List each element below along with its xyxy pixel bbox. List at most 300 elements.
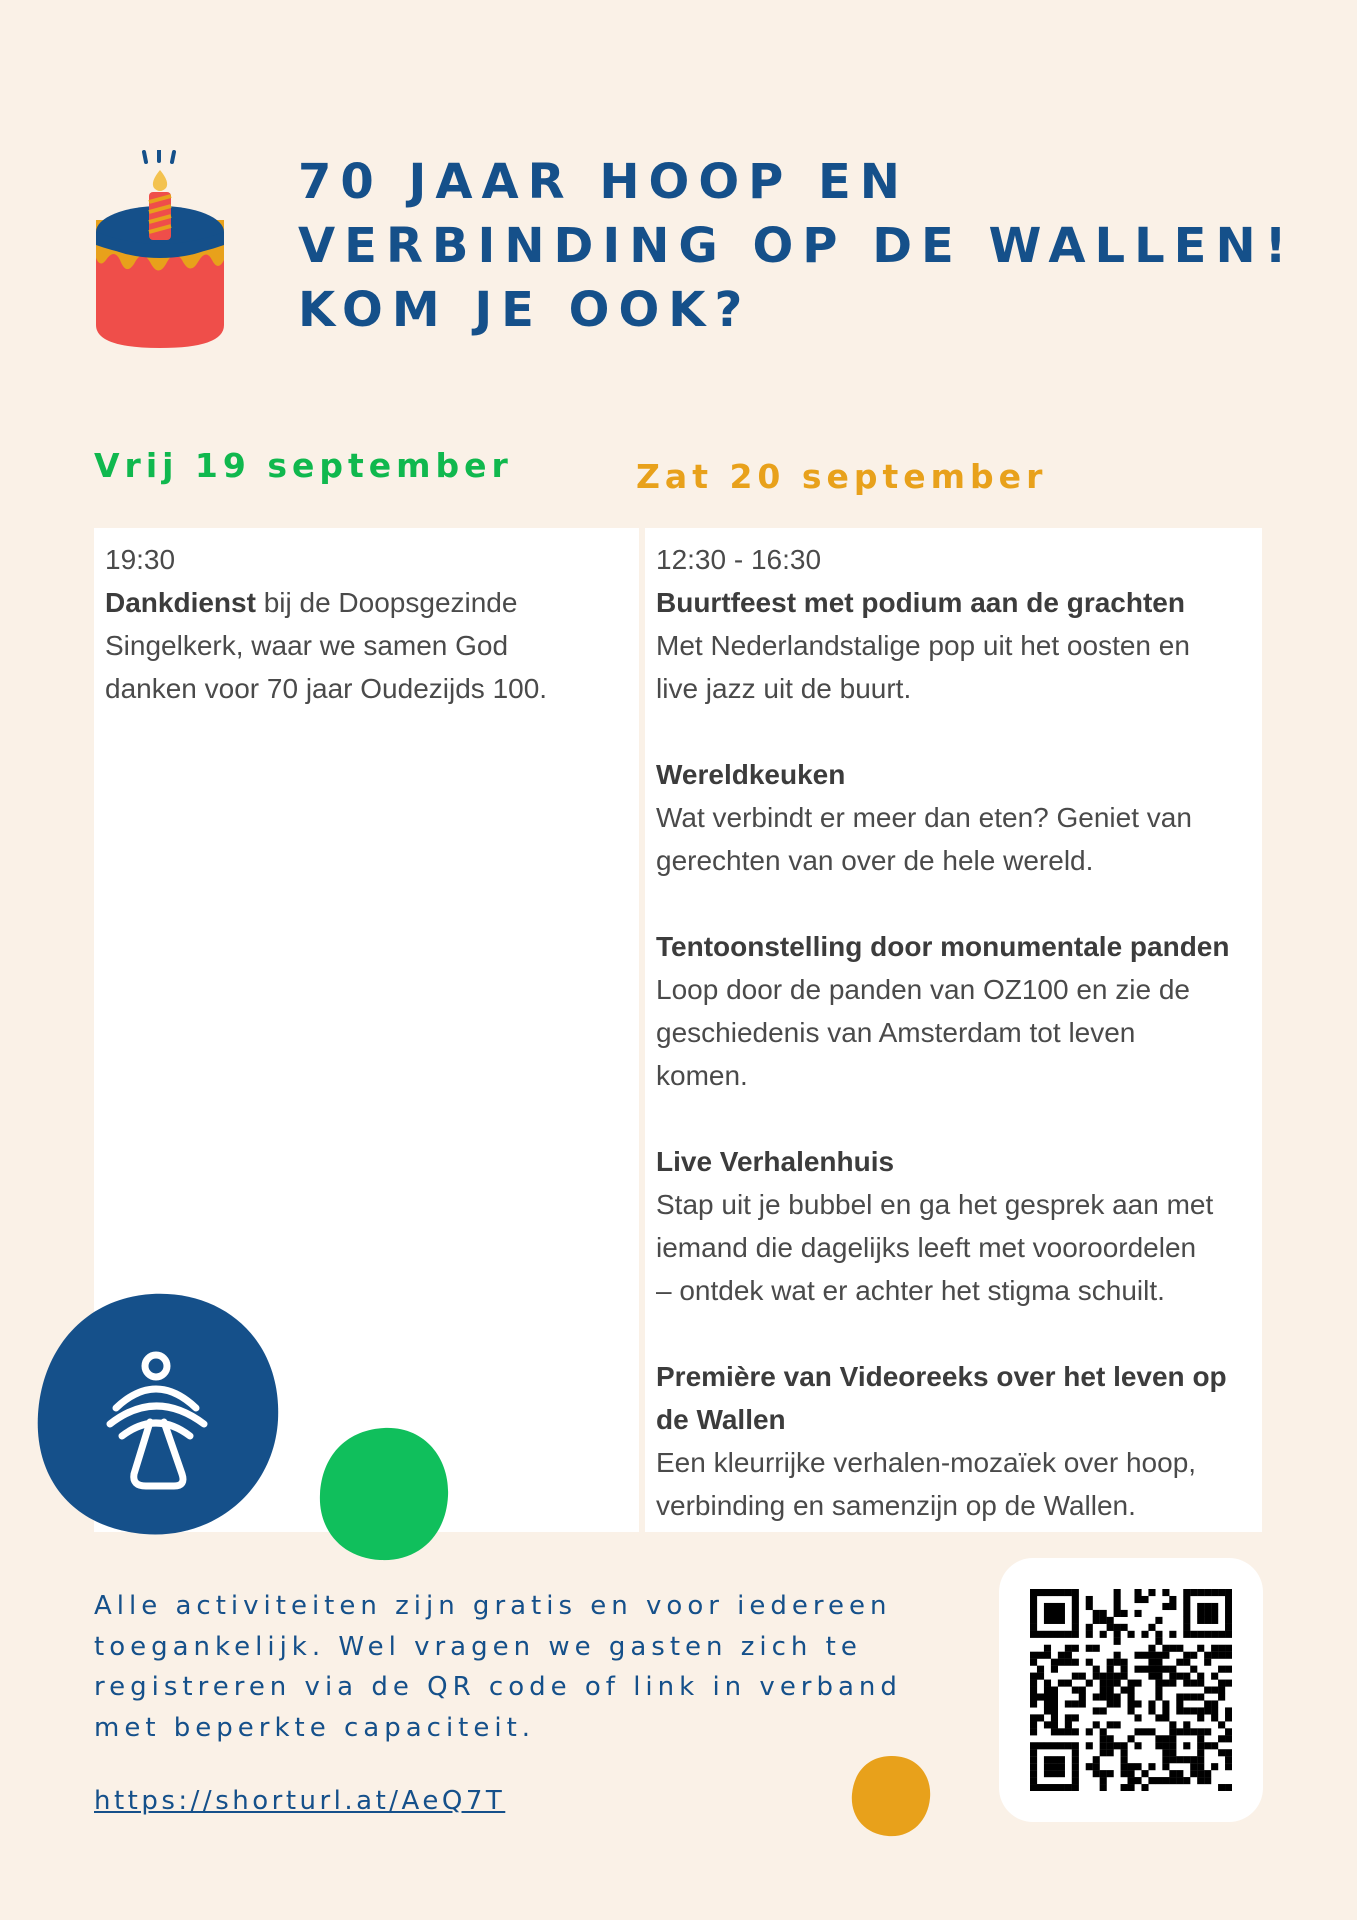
qr-module <box>1121 1687 1128 1694</box>
event-title <box>656 1398 1252 1441</box>
friday-event <box>105 581 629 624</box>
qr-module <box>1072 1673 1079 1680</box>
qr-module <box>1030 1756 1037 1763</box>
qr-module <box>1086 1596 1093 1603</box>
qr-module <box>1204 1770 1211 1777</box>
qr-module <box>1183 1610 1190 1617</box>
qr-module <box>1058 1763 1065 1770</box>
qr-module <box>1100 1742 1107 1749</box>
qr-module <box>1225 1631 1232 1638</box>
qr-module <box>1086 1631 1093 1638</box>
qr-module <box>1162 1749 1169 1756</box>
qr-module <box>1051 1603 1058 1610</box>
qr-module <box>1072 1603 1079 1610</box>
qr-module <box>1030 1617 1037 1624</box>
qr-module <box>1134 1714 1141 1721</box>
qr-module <box>1169 1645 1176 1652</box>
qr-module <box>1134 1596 1141 1603</box>
friday-event-text-2: Singelkerk, waar we samen God <box>105 630 509 661</box>
qr-module <box>1225 1666 1232 1673</box>
qr-module <box>1121 1763 1128 1770</box>
qr-module <box>1093 1693 1100 1700</box>
qr-module <box>1100 1728 1107 1735</box>
qr-module <box>1128 1700 1135 1707</box>
qr-module <box>1079 1693 1086 1700</box>
qr-module <box>1190 1631 1197 1638</box>
qr-module <box>1114 1610 1121 1617</box>
qr-module <box>1176 1777 1183 1784</box>
qr-module <box>1134 1610 1141 1617</box>
qr-module <box>1225 1707 1232 1714</box>
qr-module <box>1044 1687 1051 1694</box>
qr-module <box>1211 1652 1218 1659</box>
qr-module <box>1065 1652 1072 1659</box>
friday-event-title: Dankdienst <box>105 587 256 618</box>
qr-module <box>1058 1603 1065 1610</box>
qr-module <box>1037 1742 1044 1749</box>
qr-module <box>1086 1680 1093 1687</box>
qr-module <box>1051 1687 1058 1694</box>
qr-module <box>1044 1610 1051 1617</box>
qr-module <box>1204 1631 1211 1638</box>
qr-module <box>1121 1742 1128 1749</box>
qr-module <box>1169 1735 1176 1742</box>
qr-module <box>1155 1659 1162 1666</box>
qr-module <box>1134 1763 1141 1770</box>
qr-module <box>1114 1659 1121 1666</box>
qr-module <box>1121 1756 1128 1763</box>
qr-module <box>1128 1735 1135 1742</box>
event-title <box>656 753 1252 796</box>
qr-module <box>1051 1693 1058 1700</box>
qr-module <box>1030 1659 1037 1666</box>
qr-module <box>1141 1728 1148 1735</box>
qr-module <box>1065 1700 1072 1707</box>
qr-module <box>1072 1749 1079 1756</box>
qr-module <box>1100 1687 1107 1694</box>
registration-link[interactable]: https://shorturl.at/AeQ7T <box>94 1786 506 1816</box>
qr-module <box>1134 1652 1141 1659</box>
qr-module <box>1176 1693 1183 1700</box>
qr-module <box>1044 1707 1051 1714</box>
qr-module <box>1100 1680 1107 1687</box>
qr-module <box>1107 1617 1114 1624</box>
qr-module <box>1162 1652 1169 1659</box>
qr-module <box>1044 1784 1051 1791</box>
qr-module <box>1058 1617 1065 1624</box>
qr-module <box>1030 1784 1037 1791</box>
qr-module <box>1190 1589 1197 1596</box>
saturday-program <box>645 528 1262 1532</box>
qr-module <box>1072 1659 1079 1666</box>
qr-module <box>1086 1624 1093 1631</box>
qr-module <box>1183 1721 1190 1728</box>
qr-module <box>1030 1673 1037 1680</box>
qr-module <box>1218 1680 1225 1687</box>
qr-module <box>1058 1659 1065 1666</box>
qr-module <box>1155 1735 1162 1742</box>
qr-module <box>1204 1777 1211 1784</box>
spacer <box>656 1312 1252 1355</box>
qr-module <box>1218 1749 1225 1756</box>
qr-module <box>1065 1589 1072 1596</box>
qr-module <box>1065 1784 1072 1791</box>
qr-module <box>1176 1645 1183 1652</box>
qr-module <box>1190 1728 1197 1735</box>
qr-module <box>1121 1624 1128 1631</box>
qr-module <box>1128 1763 1135 1770</box>
qr-module <box>1044 1770 1051 1777</box>
angel-logo-icon <box>34 1290 284 1540</box>
qr-module <box>1204 1728 1211 1735</box>
qr-module <box>1134 1777 1141 1784</box>
qr-module <box>1225 1763 1232 1770</box>
qr-module <box>1197 1728 1204 1735</box>
qr-module <box>1162 1700 1169 1707</box>
qr-module <box>1197 1680 1204 1687</box>
qr-module <box>1197 1770 1204 1777</box>
qr-module <box>1051 1617 1058 1624</box>
qr-module <box>1030 1700 1037 1707</box>
qr-module <box>1065 1728 1072 1735</box>
qr-module <box>1134 1700 1141 1707</box>
qr-module <box>1190 1693 1197 1700</box>
event-1-title: Buurtfeest met podium aan de grachten <box>656 587 1185 618</box>
qr-module <box>1086 1645 1093 1652</box>
qr-module <box>1141 1596 1148 1603</box>
qr-module <box>1030 1610 1037 1617</box>
qr-module <box>1044 1603 1051 1610</box>
event-4-title: Live Verhalenhuis <box>656 1146 895 1177</box>
qr-module <box>1051 1756 1058 1763</box>
event-3-text-2: geschiedenis van Amsterdam tot leven <box>656 1017 1136 1048</box>
qr-module <box>1148 1728 1155 1735</box>
qr-module <box>1204 1610 1211 1617</box>
qr-module <box>1141 1652 1148 1659</box>
qr-module <box>1169 1777 1176 1784</box>
info-line-4: met beperkte capaciteit. <box>94 1712 536 1743</box>
qr-module <box>1100 1673 1107 1680</box>
qr-module <box>1211 1589 1218 1596</box>
qr-module <box>1065 1714 1072 1721</box>
qr-module <box>1134 1680 1141 1687</box>
qr-module <box>1148 1652 1155 1659</box>
qr-module <box>1051 1784 1058 1791</box>
qr-module <box>1051 1631 1058 1638</box>
qr-module <box>1169 1770 1176 1777</box>
qr-module <box>1218 1721 1225 1728</box>
qr-module <box>1072 1596 1079 1603</box>
qr-module <box>1030 1763 1037 1770</box>
qr-module <box>1162 1589 1169 1596</box>
event-5-title-2: de Wallen <box>656 1404 786 1435</box>
qr-module <box>1030 1687 1037 1694</box>
qr-module <box>1218 1693 1225 1700</box>
qr-module <box>1155 1666 1162 1673</box>
qr-module <box>1100 1749 1107 1756</box>
qr-module <box>1218 1589 1225 1596</box>
event-3-text-1: Loop door de panden van OZ100 en zie de <box>656 974 1190 1005</box>
qr-module <box>1065 1645 1072 1652</box>
qr-module <box>1079 1673 1086 1680</box>
qr-module <box>1100 1631 1107 1638</box>
qr-module <box>1072 1617 1079 1624</box>
qr-module <box>1037 1693 1044 1700</box>
orange-dot <box>850 1754 932 1838</box>
qr-module <box>1037 1631 1044 1638</box>
qr-module <box>1058 1742 1065 1749</box>
qr-module <box>1183 1624 1190 1631</box>
event-3-text-3: komen. <box>656 1060 748 1091</box>
qr-module <box>1211 1617 1218 1624</box>
qr-module <box>1190 1652 1197 1659</box>
qr-module <box>1051 1659 1058 1666</box>
qr-module <box>1100 1707 1107 1714</box>
qr-module <box>1121 1659 1128 1666</box>
qr-module <box>1197 1707 1204 1714</box>
qr-module <box>1114 1700 1121 1707</box>
qr-module <box>1107 1735 1114 1742</box>
qr-module <box>1030 1714 1037 1721</box>
qr-module <box>1169 1721 1176 1728</box>
qr-module <box>1148 1763 1155 1770</box>
qr-module <box>1155 1631 1162 1638</box>
qr-module <box>1051 1714 1058 1721</box>
qr-module <box>1030 1680 1037 1687</box>
qr-module <box>1086 1763 1093 1770</box>
qr-module <box>1183 1728 1190 1735</box>
qr-module <box>1030 1721 1037 1728</box>
title-line-3: KOM JE OOK? <box>298 282 752 338</box>
title-line-1: 70 JAAR HOOP EN <box>298 154 909 210</box>
qr-module <box>1100 1693 1107 1700</box>
page-title <box>298 150 1298 342</box>
qr-module <box>1128 1631 1135 1638</box>
qr-module <box>1183 1659 1190 1666</box>
friday-time: 19:30 <box>105 544 176 575</box>
qr-module <box>1225 1624 1232 1631</box>
qr-module <box>1093 1763 1100 1770</box>
qr-module <box>1072 1756 1079 1763</box>
qr-module <box>1093 1673 1100 1680</box>
qr-module <box>1225 1603 1232 1610</box>
qr-module <box>1100 1777 1107 1784</box>
qr-module <box>1204 1707 1211 1714</box>
qr-module <box>1114 1624 1121 1631</box>
qr-module <box>1211 1742 1218 1749</box>
qr-module <box>1107 1673 1114 1680</box>
friday-event-text-3: danken voor 70 jaar Oudezijds 100. <box>105 673 548 704</box>
qr-module <box>1107 1624 1114 1631</box>
event-4-text-1: Stap uit je bubbel en ga het gesprek aan met <box>656 1189 1214 1220</box>
qr-module <box>1225 1680 1232 1687</box>
qr-module <box>1190 1680 1197 1687</box>
spacer <box>656 710 1252 753</box>
qr-module <box>1072 1742 1079 1749</box>
qr-module <box>1072 1610 1079 1617</box>
qr-module <box>1211 1610 1218 1617</box>
qr-module <box>1148 1624 1155 1631</box>
qr-module <box>1225 1589 1232 1596</box>
qr-module <box>1183 1603 1190 1610</box>
qr-module <box>1058 1589 1065 1596</box>
qr-module <box>1114 1693 1121 1700</box>
qr-module <box>1155 1777 1162 1784</box>
qr-code-card[interactable] <box>999 1558 1263 1822</box>
qr-module <box>1176 1659 1183 1666</box>
qr-module <box>1169 1596 1176 1603</box>
qr-module <box>1030 1728 1037 1735</box>
qr-module <box>1093 1645 1100 1652</box>
event-5-text-2: verbinding en samenzijn op de Wallen. <box>656 1490 1136 1521</box>
info-line-2: toegankelijk. Wel vragen we gasten zich te <box>94 1631 862 1662</box>
qr-module <box>1072 1589 1079 1596</box>
event-5-text-1: Een kleurrijke verhalen-mozaïek over hoop, <box>656 1447 1197 1478</box>
qr-module <box>1190 1666 1197 1673</box>
qr-module <box>1218 1645 1225 1652</box>
qr-module <box>1148 1666 1155 1673</box>
qr-module <box>1204 1700 1211 1707</box>
qr-module <box>1134 1666 1141 1673</box>
qr-module <box>1044 1645 1051 1652</box>
qr-module <box>1051 1742 1058 1749</box>
qr-module <box>1107 1770 1114 1777</box>
qr-module <box>1079 1687 1086 1694</box>
qr-module <box>1162 1666 1169 1673</box>
qr-module <box>1148 1659 1155 1666</box>
qr-module <box>1211 1603 1218 1610</box>
qr-module <box>1176 1728 1183 1735</box>
event-title <box>656 581 1252 624</box>
qr-module <box>1030 1749 1037 1756</box>
qr-module <box>1211 1687 1218 1694</box>
qr-module <box>1204 1652 1211 1659</box>
event-title <box>656 925 1252 968</box>
qr-module <box>1155 1687 1162 1694</box>
event-2-text-2: gerechten van over de hele wereld. <box>656 845 1094 876</box>
qr-module <box>1190 1763 1197 1770</box>
qr-module <box>1030 1693 1037 1700</box>
qr-module <box>1155 1652 1162 1659</box>
qr-module <box>1225 1596 1232 1603</box>
qr-module <box>1169 1749 1176 1756</box>
qr-module <box>1211 1763 1218 1770</box>
qr-module <box>1183 1742 1190 1749</box>
qr-module <box>1169 1603 1176 1610</box>
qr-module <box>1114 1631 1121 1638</box>
qr-module <box>1148 1645 1155 1652</box>
qr-module <box>1121 1784 1128 1791</box>
qr-module <box>1225 1728 1232 1735</box>
qr-module <box>1176 1707 1183 1714</box>
qr-module <box>1162 1742 1169 1749</box>
qr-module <box>1204 1659 1211 1666</box>
qr-module <box>1030 1589 1037 1596</box>
qr-module <box>1183 1756 1190 1763</box>
qr-module <box>1183 1693 1190 1700</box>
qr-module <box>1072 1645 1079 1652</box>
qr-module <box>1107 1700 1114 1707</box>
qr-module <box>1100 1735 1107 1742</box>
qr-module <box>1141 1631 1148 1638</box>
qr-module <box>1225 1756 1232 1763</box>
qr-module <box>1148 1673 1155 1680</box>
qr-module <box>1044 1763 1051 1770</box>
qr-module <box>1030 1777 1037 1784</box>
qr-module <box>1030 1742 1037 1749</box>
qr-module <box>1162 1645 1169 1652</box>
qr-module <box>1030 1624 1037 1631</box>
qr-module <box>1148 1700 1155 1707</box>
qr-module <box>1169 1631 1176 1638</box>
qr-module <box>1155 1680 1162 1687</box>
qr-module <box>1107 1680 1114 1687</box>
qr-module <box>1204 1742 1211 1749</box>
qr-module <box>1218 1666 1225 1673</box>
qr-module <box>1086 1728 1093 1735</box>
qr-module <box>1114 1603 1121 1610</box>
qr-module <box>1197 1742 1204 1749</box>
spacer <box>656 882 1252 925</box>
friday-heading: Vrij 19 september <box>94 446 513 485</box>
qr-module <box>1197 1673 1204 1680</box>
qr-module <box>1197 1756 1204 1763</box>
qr-module <box>1051 1763 1058 1770</box>
qr-module <box>1134 1742 1141 1749</box>
qr-module <box>1128 1693 1135 1700</box>
qr-module <box>1086 1742 1093 1749</box>
qr-module <box>1044 1589 1051 1596</box>
qr-module <box>1162 1680 1169 1687</box>
qr-module <box>1183 1680 1190 1687</box>
qr-module <box>1183 1777 1190 1784</box>
qr-module <box>1162 1707 1169 1714</box>
qr-module <box>1183 1617 1190 1624</box>
qr-module <box>1218 1631 1225 1638</box>
qr-module <box>1072 1770 1079 1777</box>
qr-module <box>1197 1589 1204 1596</box>
qr-module <box>1183 1652 1190 1659</box>
qr-module <box>1037 1666 1044 1673</box>
qr-module <box>1058 1652 1065 1659</box>
qr-module <box>1044 1617 1051 1624</box>
qr-module <box>1176 1700 1183 1707</box>
qr-module <box>1121 1666 1128 1673</box>
qr-module <box>1141 1770 1148 1777</box>
qr-module <box>1037 1784 1044 1791</box>
qr-module <box>1030 1652 1037 1659</box>
info-line-3: registreren via de QR code of link in verband <box>94 1672 902 1702</box>
qr-module <box>1044 1742 1051 1749</box>
qr-module <box>1107 1749 1114 1756</box>
qr-module <box>1065 1721 1072 1728</box>
qr-module <box>1058 1631 1065 1638</box>
qr-code-icon[interactable] <box>1030 1589 1232 1791</box>
qr-module <box>1072 1631 1079 1638</box>
qr-module <box>1197 1631 1204 1638</box>
qr-module <box>1093 1617 1100 1624</box>
qr-module <box>1225 1749 1232 1756</box>
qr-module <box>1169 1756 1176 1763</box>
title-line-2: VERBINDING OP DE WALLEN! <box>298 218 1296 274</box>
qr-module <box>1225 1610 1232 1617</box>
qr-module <box>1100 1784 1107 1791</box>
qr-module <box>1107 1659 1114 1666</box>
green-dot <box>318 1426 450 1562</box>
qr-module <box>1155 1673 1162 1680</box>
qr-module <box>1093 1610 1100 1617</box>
qr-module <box>1107 1687 1114 1694</box>
